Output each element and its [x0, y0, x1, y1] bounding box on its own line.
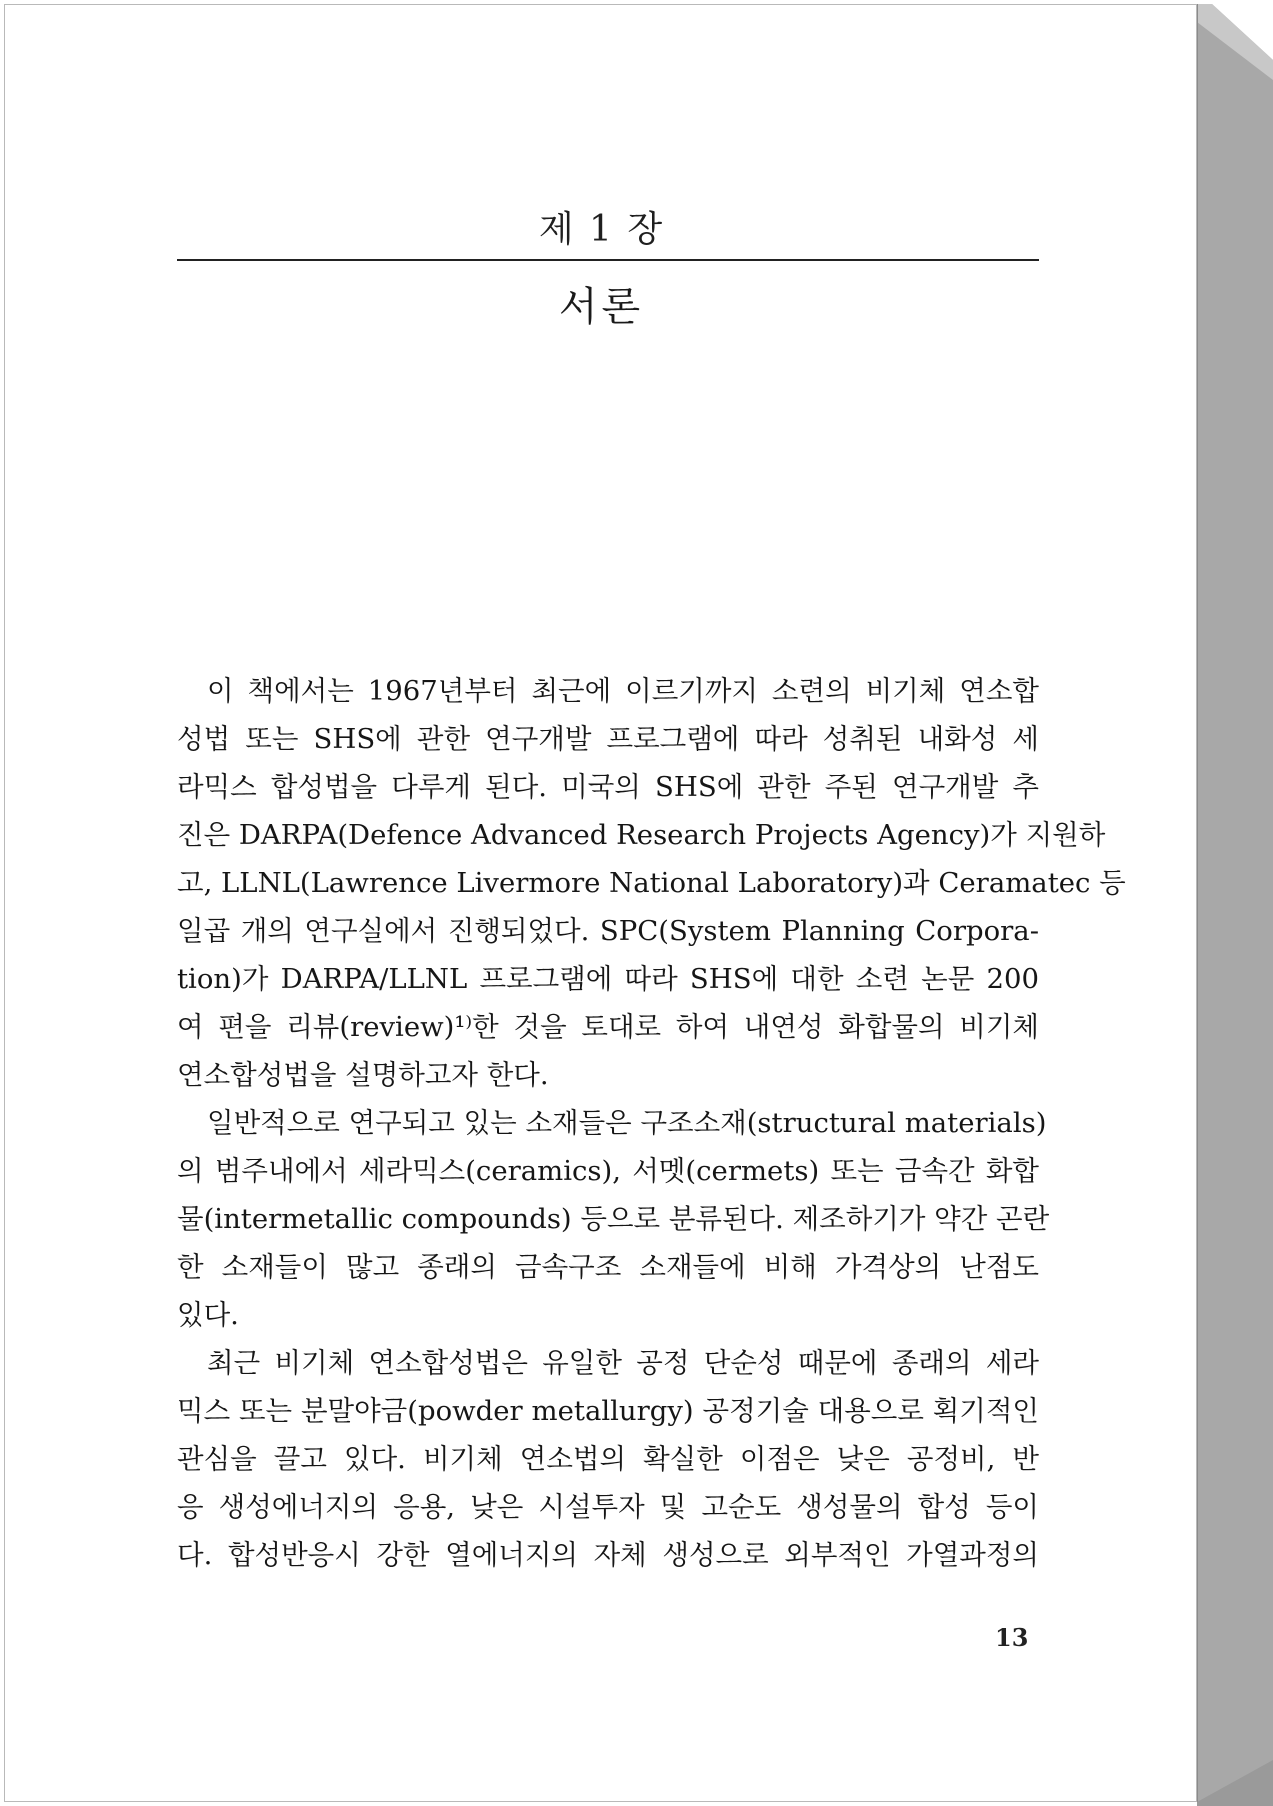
page-number: 13	[995, 1623, 1029, 1652]
text-line: 성법 또는 SHS에 관한 연구개발 프로그램에 따라 성취된 내화성 세	[177, 723, 1039, 755]
text-line: 최근 비기체 연소합성법은 유일한 공정 단순성 때문에 종래의 세라	[207, 1347, 1039, 1379]
text-line: 일반적으로 연구되고 있는 소재들은 구조소재(structural materials)	[207, 1107, 1047, 1139]
text-line: 한 소재들이 많고 종래의 금속구조 소재들에 비해 가격상의 난점도	[177, 1251, 1039, 1283]
text-line: tion)가 DARPA/LLNL 프로그램에 따라 SHS에 대한 소련 논문 200	[177, 963, 1039, 995]
book-page	[4, 4, 1197, 1802]
text-line: 진은 DARPA(Defence Advanced Research Projects Agency)가 지원하	[177, 819, 1106, 851]
text-line: 여 편을 리뷰(review)¹⁾한 것을 토대로 하여 내연성 화합물의 비기체	[177, 1011, 1039, 1043]
text-line: 의 범주내에서 세라믹스(ceramics), 서멧(cermets) 또는 금속간 화합	[177, 1155, 1039, 1187]
text-line: 물(intermetallic compounds) 등으로 분류된다. 제조하기가 약간 곤란	[177, 1203, 1050, 1235]
text-line: 응 생성에너지의 응용, 낮은 시설투자 및 고순도 생성물의 합성 등이	[177, 1491, 1039, 1523]
text-line: 라믹스 합성법을 다루게 된다. 미국의 SHS에 관한 주된 연구개발 추	[177, 771, 1039, 803]
text-line: 고, LLNL(Lawrence Livermore National Laboratory)과 Ceramatec 등	[177, 867, 1126, 899]
chapter-divider	[177, 259, 1039, 261]
text-line: 연소합성법을 설명하고자 한다.	[177, 1059, 549, 1091]
text-line: 일곱 개의 연구실에서 진행되었다. SPC(System Planning Corpora-	[177, 915, 1039, 947]
body-text	[177, 667, 1126, 1579]
chapter-title: 서론	[558, 284, 645, 330]
text-line: 이 책에서는 1967년부터 최근에 이르기까지 소련의 비기체 연소합	[207, 675, 1039, 707]
text-line: 믹스 또는 분말야금(powder metallurgy) 공정기술 대용으로 획기적인	[177, 1395, 1039, 1427]
text-line: 다. 합성반응시 강한 열에너지의 자체 생성으로 외부적인 가열과정의	[177, 1539, 1039, 1571]
text-line: 관심을 끌고 있다. 비기체 연소법의 확실한 이점은 낮은 공정비, 반	[177, 1443, 1039, 1475]
text-line: 있다.	[177, 1299, 239, 1331]
chapter-label: 제 1 장	[538, 209, 665, 250]
